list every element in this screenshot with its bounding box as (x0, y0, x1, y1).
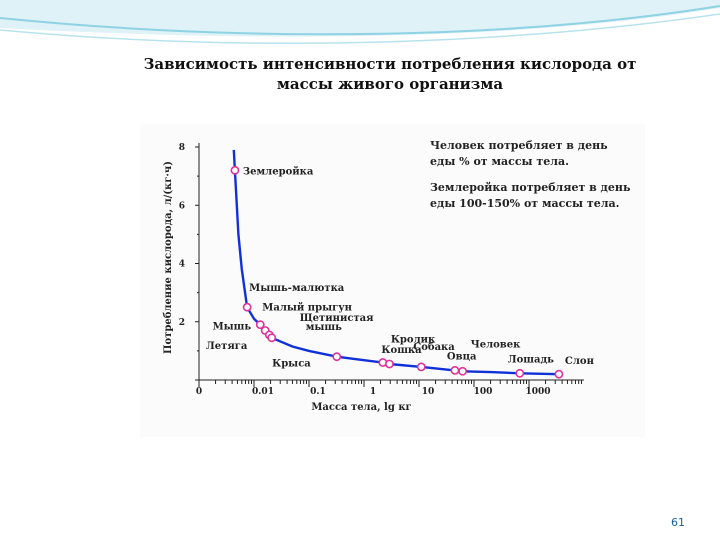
point-label: Мышь-малютка (249, 283, 345, 295)
x-tick-label-0: 0 (195, 387, 203, 397)
title-line-1: Зависимость интенсивности потребления кислорода от (143, 55, 637, 73)
point-label: Овца (446, 351, 477, 363)
data-point-marker (418, 363, 425, 370)
point-label: Кошка (381, 344, 422, 356)
data-point-marker (386, 360, 393, 367)
note-human-line-2: еды % от массы тела. (430, 155, 569, 168)
note-human (430, 138, 640, 170)
y-tick-label-4: 4 (178, 259, 185, 270)
point-label: Кролик (390, 334, 436, 346)
point-label: Лошадь (507, 354, 554, 366)
data-point-marker (268, 334, 275, 341)
note-shrew-line-2: еды 100-150% от массы тела. (430, 197, 620, 210)
point-label-cont: мышь (305, 321, 342, 333)
point-label: Собака (413, 341, 455, 353)
x-tick-label-4: 10 (421, 387, 435, 397)
data-point-marker (459, 368, 466, 375)
point-label: Мышь (212, 321, 252, 333)
point-label: Малый прыгун (262, 302, 352, 314)
title-line-2: массы живого организма (276, 75, 504, 93)
data-point-marker (244, 304, 251, 311)
page-number: 61 (671, 516, 685, 529)
data-point-marker (451, 367, 458, 374)
x-tick-label-2: 0.1 (310, 387, 326, 397)
data-point-marker (333, 353, 340, 360)
point-label: Человек (470, 339, 521, 351)
note-human-line-1: Человек потребляет в день (430, 139, 608, 152)
y-tick-label-2: 2 (178, 317, 185, 328)
x-tick-label-6: 1000 (525, 387, 551, 397)
x-tick-label-5: 100 (473, 387, 493, 397)
point-label: Землеройка (242, 166, 314, 178)
y-tick-label-6: 6 (178, 201, 185, 212)
note-shrew (430, 180, 640, 212)
point-label: Слон (564, 356, 594, 368)
y-tick-label-8: 8 (178, 143, 185, 153)
x-tick-label-3: 1 (369, 387, 377, 397)
point-label: Крыса (272, 358, 311, 370)
y-axis-label: Потребление кислорода, л/(кг·ч) (163, 161, 174, 354)
note-shrew-line-1: Землеройка потребляет в день (430, 181, 631, 194)
data-point-marker (555, 371, 562, 378)
x-tick-label-1: 0.01 (252, 387, 274, 397)
data-point-marker (516, 370, 523, 377)
point-label: Летяга (205, 340, 248, 352)
data-point-marker (231, 167, 238, 174)
x-axis-label: Масса тела, lg кг (311, 402, 412, 413)
point-label: Щетинистая (299, 312, 374, 324)
